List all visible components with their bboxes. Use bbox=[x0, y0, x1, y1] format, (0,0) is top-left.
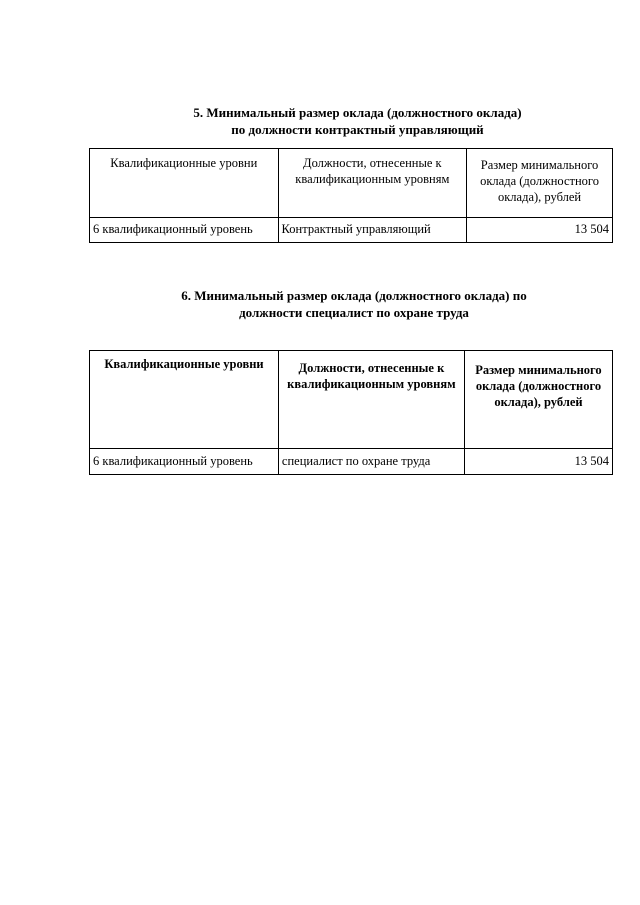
cell-salary: 13 504 bbox=[467, 218, 613, 243]
section-6-title bbox=[0, 287, 640, 321]
header-qualification-levels: Квалификационные уровни bbox=[90, 149, 279, 218]
table-header-row bbox=[90, 351, 613, 449]
cell-position: специалист по охране труда bbox=[278, 449, 464, 475]
table-row bbox=[90, 218, 613, 243]
header-positions: Должности, отнесенные к квалификационным уровням bbox=[278, 351, 464, 449]
header-minimum-salary: Размер минимального оклада (должностного оклада), рублей bbox=[467, 149, 613, 218]
cell-salary: 13 504 bbox=[464, 449, 612, 475]
table-row bbox=[90, 449, 613, 475]
section-6-title-line1: 6. Минимальный размер оклада (должностного оклада) по bbox=[181, 288, 527, 303]
section-6-title-line2: должности специалист по охране труда bbox=[239, 305, 469, 320]
cell-level: 6 квалификационный уровень bbox=[90, 449, 279, 475]
section-5-title-line2: по должности контрактный управляющий bbox=[231, 122, 484, 137]
header-positions: Должности, отнесенные к квалификационным уровням bbox=[278, 149, 467, 218]
salary-table-labor-safety-specialist bbox=[89, 350, 613, 475]
section-5-title-line1: 5. Минимальный размер оклада (должностного оклада) bbox=[193, 105, 522, 120]
cell-position: Контрактный управляющий bbox=[278, 218, 467, 243]
cell-level: 6 квалификационный уровень bbox=[90, 218, 279, 243]
section-5-title bbox=[0, 104, 640, 138]
salary-table-contract-manager bbox=[89, 148, 613, 243]
table-header-row bbox=[90, 149, 613, 218]
header-qualification-levels: Квалификационные уровни bbox=[90, 351, 279, 449]
header-minimum-salary: Размер минимального оклада (должностного оклада), рублей bbox=[464, 351, 612, 449]
